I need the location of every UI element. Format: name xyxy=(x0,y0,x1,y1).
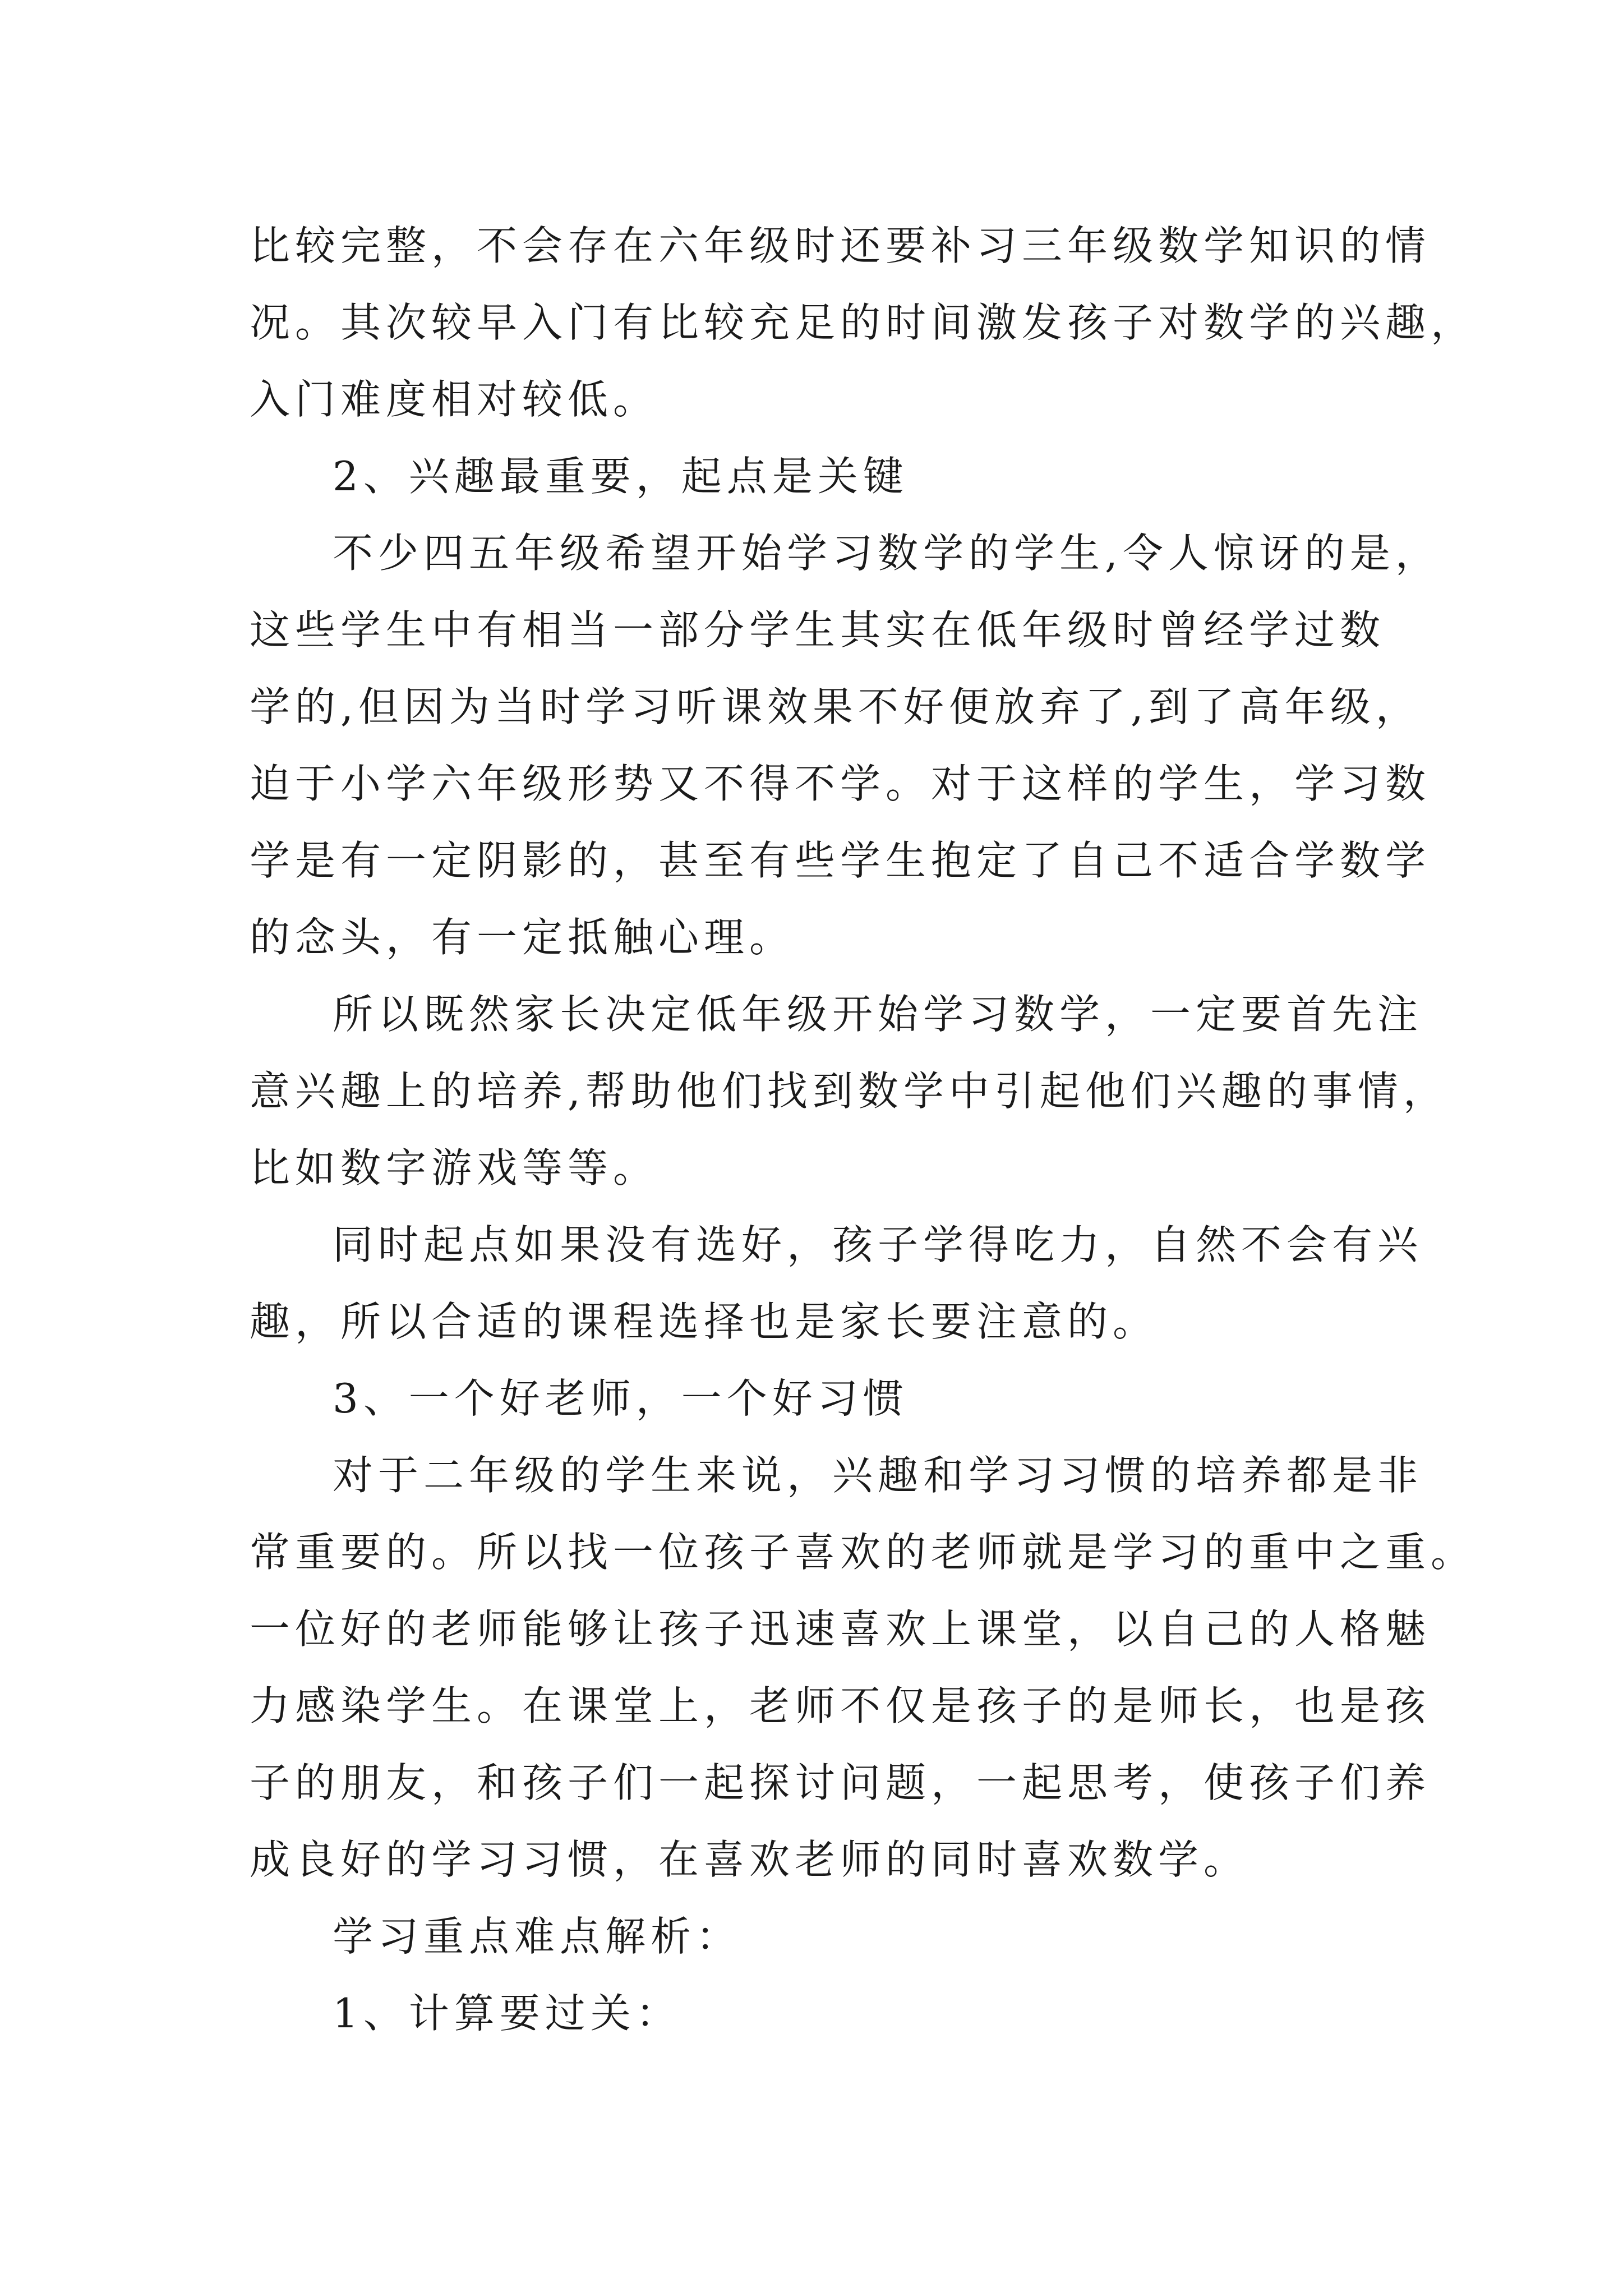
text-line: 意兴趣上的培养,帮助他们找到数学中引起他们兴趣的事情， xyxy=(250,1068,1449,1115)
text-line: 比较完整，不会存在六年级时还要补习三年级数学知识的情 xyxy=(250,222,1431,269)
text-line: 力感染学生。在课堂上，老师不仅是孩子的是师长，也是孩 xyxy=(250,1682,1431,1729)
text-line: 所以既然家长决定低年级开始学习数学，一定要首先注 xyxy=(333,991,1423,1038)
text-line: 一位好的老师能够让孩子迅速喜欢上课堂，以自己的人格魅 xyxy=(250,1605,1431,1653)
text-line: 成良好的学习习惯，在喜欢老师的同时喜欢数学。 xyxy=(250,1836,1249,1883)
text-line: 常重要的。所以找一位孩子喜欢的老师就是学习的重中之重。 xyxy=(250,1529,1477,1576)
text-line: 这些学生中有相当一部分学生其实在低年级时曾经学过数 xyxy=(250,606,1386,654)
text-line: 比如数字游戏等等。 xyxy=(250,1144,659,1191)
text-line: 入门难度相对较低。 xyxy=(250,376,659,423)
section-heading-2: 2、兴趣最重要，起点是关键 xyxy=(333,453,909,500)
subsection-item-1: 1、计算要过关： xyxy=(333,1990,681,2037)
text-line: 的念头，有一定抵触心理。 xyxy=(250,914,795,961)
section-heading-3: 3、一个好老师，一个好习惯 xyxy=(333,1375,909,1422)
text-line: 学是有一定阴影的，甚至有些学生抱定了自己不适合学数学 xyxy=(250,837,1431,884)
text-line: 子的朋友，和孩子们一起探讨问题，一起思考，使孩子们养 xyxy=(250,1759,1431,1806)
text-line: 不少四五年级希望开始学习数学的学生,令人惊讶的是， xyxy=(333,530,1441,577)
text-line: 同时起点如果没有选好，孩子学得吃力，自然不会有兴 xyxy=(333,1221,1423,1268)
text-line: 趣，所以合适的课程选择也是家长要注意的。 xyxy=(250,1298,1159,1345)
text-line: 对于二年级的学生来说，兴趣和学习习惯的培养都是非 xyxy=(333,1452,1423,1499)
text-line: 况。其次较早入门有比较充足的时间激发孩子对数学的兴趣， xyxy=(250,299,1477,346)
text-line: 迫于小学六年级形势又不得不学。对于这样的学生，学习数 xyxy=(250,760,1431,807)
document-body xyxy=(250,208,1477,2052)
subsection-heading: 学习重点难点解析： xyxy=(333,1913,742,1960)
text-line: 学的,但因为当时学习听课效果不好便放弃了,到了高年级， xyxy=(250,683,1421,730)
